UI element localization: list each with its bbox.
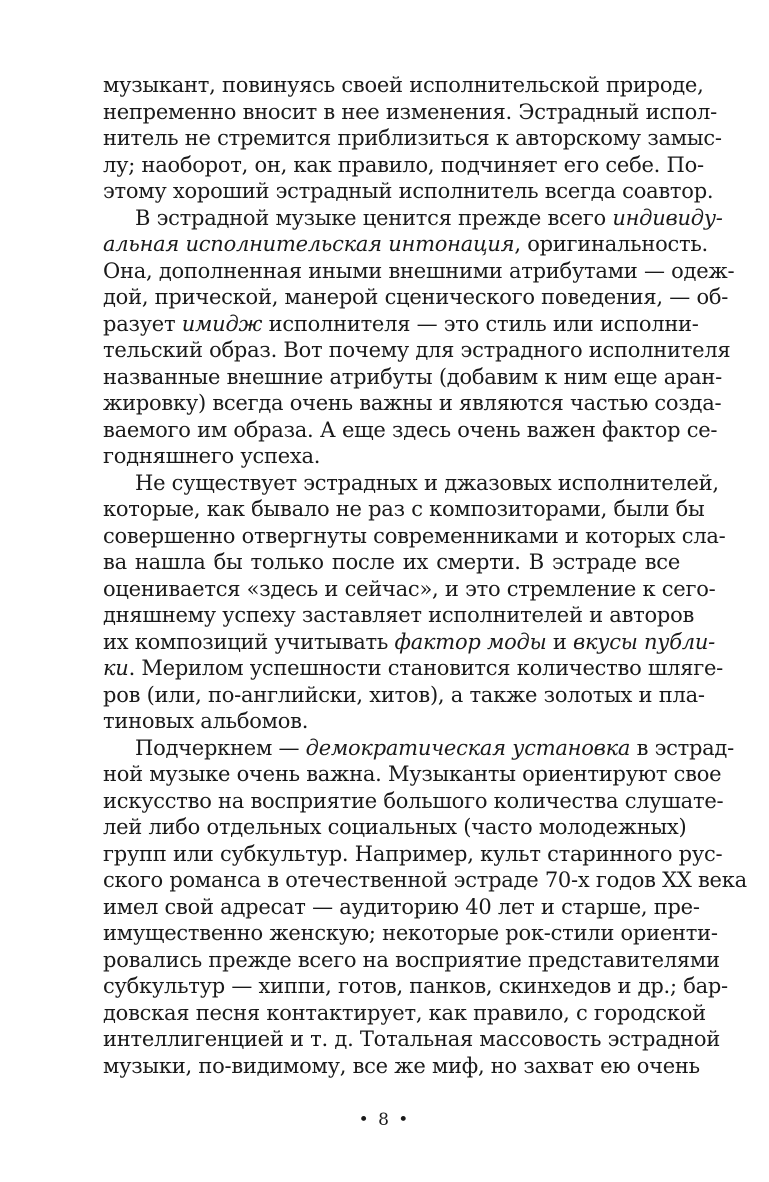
text-segment: дняшнему успеху заставляет исполнителей и авторов [103,603,695,627]
text-segment: имел свой адресат — аудиторию 40 лет и старше, пре- [103,894,700,919]
text-segment: ского романса в отечественной эстраде 70-х годов XX века [103,868,747,892]
text-line [103,947,720,974]
text-segment: совершенно отвергнуты современниками и которых сла- [103,523,726,548]
text-segment: названные внешние атрибуты (добавим к ним еще аран- [103,364,723,389]
text-line [103,682,705,709]
text-line [103,72,704,99]
text-segment: Не существует эстрадных и джазовых исполнителей, [135,470,719,495]
text-segment: , оригинальность. [514,232,708,256]
text-line [103,549,680,576]
text-segment: лу; наоборот, он, как правило, подчиняет его себе. По- [103,152,704,177]
text-segment: ваемого им образа. А еще здесь очень важен фактор се- [103,417,718,442]
italic-segment: ки [103,656,129,680]
text-segment: непременно вносит в нее изменения. Эстрадный испол- [103,99,717,124]
text-line [103,284,729,311]
text-line [103,841,723,868]
text-line [103,920,718,947]
text-segment: жировку) всегда очень важны и являются частью созда- [103,391,722,415]
text-segment: в эстрад- [630,735,734,760]
italic-segment: вкусы публи- [573,629,716,654]
text-line [103,337,731,364]
text-line [103,417,718,444]
text-segment: оценивается «здесь и сейчас», и это стремление к сего- [103,576,716,601]
text-line [103,655,724,682]
text-segment: В эстрадной музыке ценится прежде всего [135,205,613,230]
text-line [103,814,687,841]
italic-segment: альная исполнительская интонация [103,232,515,256]
text-line [103,523,726,550]
text-segment: Она, дополненная иными внешними атрибутами — одеж- [103,258,735,283]
text-segment: ровались прежде всего на восприятие представителями [103,947,720,972]
text-line [103,258,735,285]
text-line [103,788,724,815]
text-line [103,867,747,894]
text-line [103,178,714,205]
italic-segment: имидж [181,311,263,336]
text-line [103,99,717,126]
text-segment: музыкант, повинуясь своей исполнительской природе, [103,73,704,97]
text-segment: Подчеркнем — [135,735,306,760]
text-line [103,576,716,603]
text-line [103,470,719,497]
text-segment: имущественно женскую; некоторые рок-стили ориенти- [103,921,718,945]
text-line [103,231,708,258]
text-segment: и [546,629,574,654]
text-segment: интеллигенцией и т. д. Тотальная массовость эстрадной [103,1027,721,1051]
text-segment: разует [103,311,182,336]
text-segment: годняшнего успеха. [103,444,321,468]
text-segment: ва нашла бы только после их смерти. В эстраде все [103,550,680,574]
text-line [103,708,680,735]
paragraph [103,205,735,470]
text-line [103,496,705,523]
text-line [103,364,723,391]
text-line [103,152,704,179]
text-segment: довская песня контактирует, как правило, с городской [103,1000,706,1025]
text-line [103,205,723,232]
page-number: • 8 • [358,1110,411,1130]
text-line [103,1026,721,1053]
text-segment: нитель не стремится приблизиться к авторскому замыс- [103,126,722,150]
paragraph [103,72,722,205]
text-segment: тельский образ. Вот почему для эстрадного исполнителя [103,338,731,362]
text-line [103,311,699,338]
text-segment: ров (или, по-английски, хитов), а также золотых и пла- [103,682,705,707]
text-line [103,443,680,470]
text-line [103,761,722,788]
italic-segment: демократическая установка [305,735,631,760]
text-segment: их композиций учитывать [103,629,395,654]
text-segment: музыки, по-видимому, все же миф, но захват ею очень [103,1053,700,1078]
text-line [103,1000,706,1027]
text-segment: которые, как бывало не раз с композиторами, были бы [103,497,705,521]
text-segment: дой, прической, манерой сценического поведения, — об- [103,285,729,309]
paragraph [103,470,726,735]
text-line [103,1053,700,1080]
text-line [103,629,716,656]
text-segment: ной музыке очень важна. Музыканты ориентируют свое [103,762,722,786]
text-segment: искусство на восприятие большого количества слушате- [103,788,724,813]
text-segment: групп или субкультур. Например, культ старинного рус- [103,841,723,866]
text-line [103,390,722,417]
text-line [103,894,700,921]
italic-segment: фактор моды [394,629,547,654]
text-segment: этому хороший эстрадный исполнитель всегда соавтор. [103,179,714,203]
text-line [103,125,722,152]
text-line [103,735,734,762]
text-line [103,602,695,629]
text-segment: исполнителя — это стиль или исполни- [262,311,699,336]
italic-segment: индивиду- [612,205,723,230]
text-segment: . Мерилом успешности становится количество шляге- [128,656,724,680]
text-line [103,973,728,1000]
body-text [103,72,747,1079]
paragraph [103,735,747,1080]
text-segment: субкультур — хиппи, готов, панков, скинхедов и др.; бар- [103,974,728,998]
text-segment: лей либо отдельных социальных (часто молодежных) [103,815,687,839]
text-segment: тиновых альбомов. [103,709,309,733]
